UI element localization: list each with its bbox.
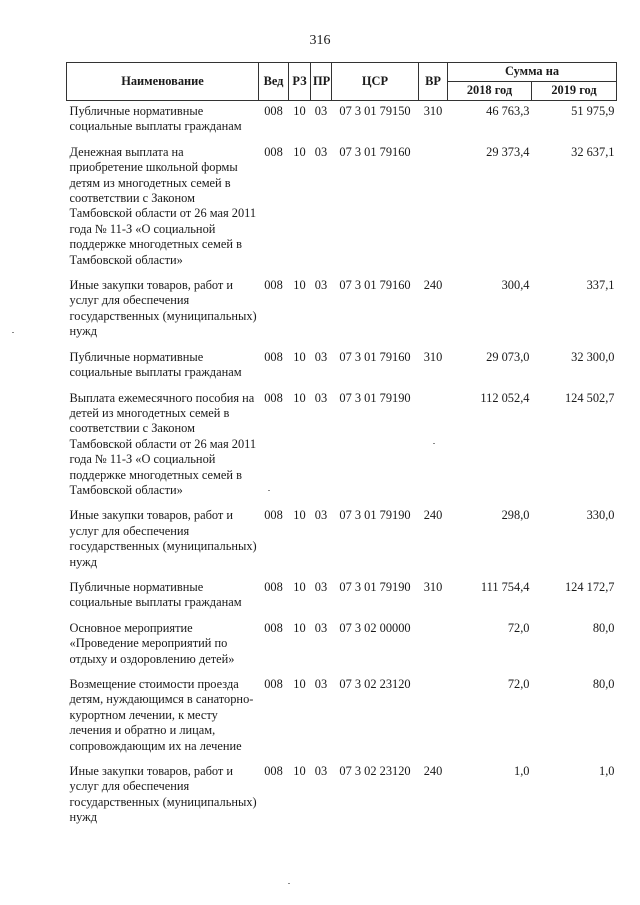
row-name: Публичные нормативные социальные выплаты гражданам [69, 349, 242, 380]
row-csr: 07 3 01 79150 [339, 104, 411, 118]
row-amount-2018: 72,0 [507, 620, 530, 635]
row-csr: 07 3 01 79160 [339, 278, 411, 293]
table-header [67, 63, 617, 101]
table-row [67, 101, 617, 141]
row-amount-2018: 1,0 [514, 764, 530, 779]
header-year-2018: 2018 год [448, 82, 532, 101]
row-csr: 07 3 02 23120 [339, 677, 411, 691]
table-row [67, 760, 617, 832]
row-name: Денежная выплата на приобретение школьной формы детям из многодетных семей в соответствии с Законом Тамбовской области от 26 мая 2011 года № 11-З «О социальной поддержке многодетных семей в Тамбовской области» [69, 144, 257, 267]
row-name: Основное мероприятие «Проведение мероприятий по отдыху и оздоровлению детей» [69, 620, 235, 666]
row-ved: 008 [264, 579, 283, 594]
row-pr: 03 [314, 764, 328, 779]
row-rz: 10 [293, 508, 306, 523]
row-pr: 03 [314, 390, 328, 405]
row-pr: 03 [314, 144, 328, 159]
table-row [67, 141, 617, 274]
table-body [67, 101, 617, 832]
row-amount-2019: 124 502,7 [564, 390, 615, 405]
scan-speck [268, 490, 270, 491]
row-ved: 008 [264, 144, 283, 159]
row-amount-2018: 46 763,3 [486, 104, 530, 118]
row-amount-2019: 330,0 [586, 508, 615, 523]
row-vr: 240 [423, 508, 443, 523]
row-amount-2019: 32 637,1 [571, 144, 615, 159]
row-amount-2019: 1,0 [599, 764, 615, 779]
row-amount-2019: 337,1 [586, 278, 615, 293]
row-ved: 008 [264, 390, 283, 405]
row-pr: 03 [314, 677, 328, 691]
row-csr: 07 3 01 79160 [339, 349, 411, 364]
row-vr: 310 [423, 104, 443, 118]
budget-table [66, 62, 617, 832]
row-pr: 03 [314, 508, 328, 523]
header-ved: Вед [259, 63, 289, 101]
table-row [67, 504, 617, 576]
row-rz: 10 [293, 349, 306, 364]
row-amount-2018: 298,0 [501, 508, 530, 523]
row-rz: 10 [293, 104, 306, 118]
row-amount-2019: 80,0 [592, 620, 615, 635]
row-ved: 008 [264, 508, 283, 523]
row-amount-2018: 72,0 [507, 677, 530, 691]
scan-speck [288, 883, 290, 884]
row-vr: 240 [423, 278, 443, 293]
table-row [67, 576, 617, 617]
row-ved: 008 [264, 278, 283, 293]
row-vr: 310 [423, 579, 443, 594]
row-vr [419, 141, 448, 274]
row-pr: 03 [314, 278, 328, 293]
header-vr: ВР [419, 63, 448, 101]
row-name: Возмещение стоимости проезда детям, нуждающимся в санаторно-курортном лечении, к месту лечения и обратно и лицам, сопровождающим их на лечение [69, 677, 254, 753]
row-vr: 240 [423, 764, 443, 779]
row-vr: 310 [423, 349, 443, 364]
row-vr [419, 387, 448, 505]
row-vr [419, 617, 448, 673]
row-name: Публичные нормативные социальные выплаты гражданам [69, 579, 242, 610]
row-amount-2019: 51 975,9 [571, 104, 615, 118]
row-vr [419, 673, 448, 760]
row-rz: 10 [293, 579, 306, 594]
row-csr: 07 3 02 00000 [339, 620, 411, 635]
row-csr: 07 3 01 79190 [339, 508, 411, 523]
row-name: Публичные нормативные социальные выплаты гражданам [69, 104, 242, 134]
header-sum-group: Сумма на [448, 63, 617, 82]
row-rz: 10 [293, 764, 306, 779]
row-csr: 07 3 02 23120 [339, 764, 411, 779]
row-amount-2018: 29 373,4 [486, 144, 530, 159]
row-pr: 03 [314, 579, 328, 594]
row-ved: 008 [264, 764, 283, 779]
row-amount-2018: 111 754,4 [480, 579, 530, 594]
row-amount-2018: 29 073,0 [486, 349, 530, 364]
row-rz: 10 [293, 390, 306, 405]
header-pr: ПР [311, 63, 332, 101]
scan-speck [12, 332, 14, 333]
row-pr: 03 [314, 349, 328, 364]
row-csr: 07 3 01 79190 [339, 390, 411, 405]
row-name: Выплата ежемесячного пособия на детей из многодетных семей в соответствии с Законом Тамбовской области от 26 мая 2011 года № 11-З «О социальной поддержке многодетных семей в Тамбовской области» [69, 390, 257, 497]
scan-speck [433, 443, 435, 444]
row-rz: 10 [293, 144, 306, 159]
row-rz: 10 [293, 278, 306, 293]
header-year-2019: 2019 год [532, 82, 617, 101]
row-ved: 008 [264, 620, 283, 635]
header-name: Наименование [67, 63, 259, 101]
row-name: Иные закупки товаров, работ и услуг для обеспечения государственных (муниципальных) нужд [69, 764, 257, 825]
row-amount-2018: 112 052,4 [480, 390, 530, 405]
row-amount-2019: 80,0 [592, 677, 615, 691]
table-row [67, 617, 617, 673]
row-name: Иные закупки товаров, работ и услуг для обеспечения государственных (муниципальных) нужд [69, 508, 257, 569]
header-rz: РЗ [289, 63, 311, 101]
row-amount-2019: 124 172,7 [564, 579, 615, 594]
table-row [67, 673, 617, 760]
table-row [67, 274, 617, 346]
row-pr: 03 [314, 620, 328, 635]
header-csr: ЦСР [332, 63, 419, 101]
row-csr: 07 3 01 79190 [339, 579, 411, 594]
table-row [67, 346, 617, 387]
row-rz: 10 [293, 677, 306, 691]
row-name: Иные закупки товаров, работ и услуг для обеспечения государственных (муниципальных) нужд [69, 278, 257, 339]
row-rz: 10 [293, 620, 306, 635]
row-ved: 008 [264, 677, 283, 691]
row-amount-2019: 32 300,0 [571, 349, 615, 364]
row-ved: 008 [264, 104, 283, 118]
row-pr: 03 [314, 104, 328, 118]
row-amount-2018: 300,4 [501, 278, 530, 293]
row-ved: 008 [264, 349, 283, 364]
row-csr: 07 3 01 79160 [339, 144, 411, 159]
page-number: 316 [309, 33, 331, 48]
table-row [67, 387, 617, 505]
